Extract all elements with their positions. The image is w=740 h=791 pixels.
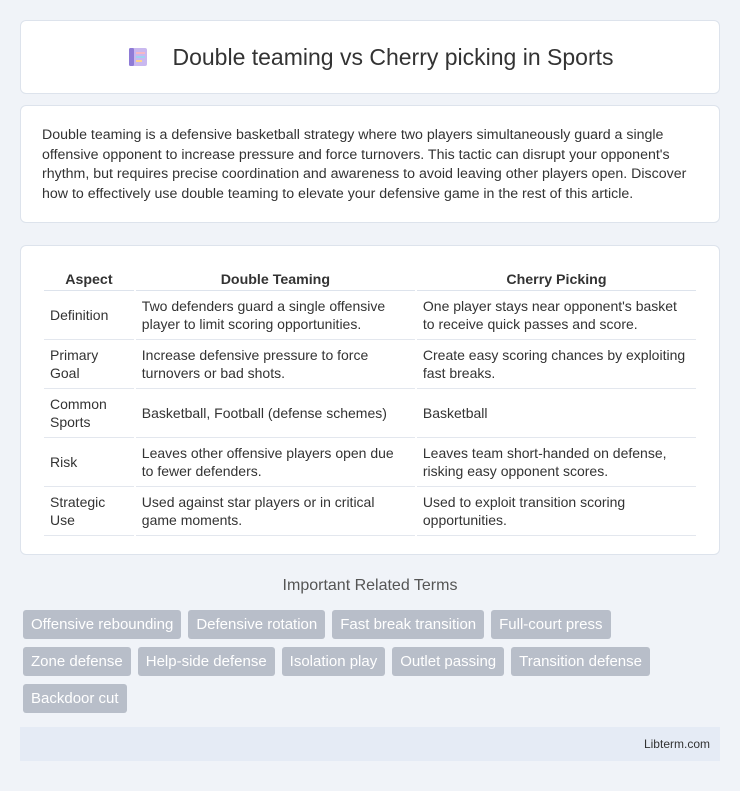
tag-outlet-passing[interactable]: Outlet passing — [392, 647, 504, 676]
tag-zone-defense[interactable]: Zone defense — [23, 647, 131, 676]
table-cell-double-teaming: Basketball, Football (defense schemes) — [136, 389, 415, 438]
table-cell-cherry-picking: Used to exploit transition scoring opportunities. — [417, 487, 696, 536]
footer — [20, 727, 720, 761]
table-cell-aspect: Risk — [44, 438, 134, 487]
table-cell-cherry-picking: One player stays near opponent's basket to receive quick passes and score. — [417, 291, 696, 340]
table-row — [44, 291, 696, 340]
tag-transition-defense[interactable]: Transition defense — [511, 647, 650, 676]
table-row — [44, 487, 696, 536]
table-cell-aspect: Primary Goal — [44, 340, 134, 389]
table-cell-cherry-picking: Create easy scoring chances by exploiting fast breaks. — [417, 340, 696, 389]
table-cell-double-teaming: Two defenders guard a single offensive player to limit scoring opportunities. — [136, 291, 415, 340]
page-title: Double teaming vs Cherry picking in Sports — [172, 43, 614, 70]
intro-text: Double teaming is a defensive basketball strategy where two players simultaneously guard a single offensive opponent to increase pressure and force turnovers. This tactic can disrupt your opponent's rhythm, but requires precise coordination and awareness to avoid leaving other players open. Discover how to effectively use double teaming to elevate your defensive game in the rest of this article. — [42, 127, 687, 202]
table-cell-double-teaming: Increase defensive pressure to force turnovers or bad shots. — [136, 340, 415, 389]
tag-isolation-play[interactable]: Isolation play — [282, 647, 386, 676]
column-header-aspect: Aspect — [44, 265, 134, 291]
column-header-cherry-picking: Cherry Picking — [417, 265, 696, 291]
table-cell-aspect: Common Sports — [44, 389, 134, 438]
column-header-double-teaming: Double Teaming — [136, 265, 415, 291]
tag-fast-break-transition[interactable]: Fast break transition — [332, 610, 484, 639]
tag-backdoor-cut[interactable]: Backdoor cut — [23, 684, 127, 713]
table-row — [44, 438, 696, 487]
comparison-table-card — [20, 245, 720, 555]
table-cell-double-teaming: Leaves other offensive players open due to fewer defenders. — [136, 438, 415, 487]
related-terms-title: Important Related Terms — [282, 577, 458, 594]
comparison-table — [42, 265, 698, 536]
table-header-row — [44, 265, 696, 291]
table-row — [44, 389, 696, 438]
tag-offensive-rebounding[interactable]: Offensive rebounding — [23, 610, 181, 639]
table-cell-cherry-picking: Basketball — [417, 389, 696, 438]
tag-full-court-press[interactable]: Full-court press — [491, 610, 610, 639]
table-cell-double-teaming: Used against star players or in critical game moments. — [136, 487, 415, 536]
table-row — [44, 340, 696, 389]
table-cell-aspect: Strategic Use — [44, 487, 134, 536]
table-cell-cherry-picking: Leaves team short-handed on defense, risking easy opponent scores. — [417, 438, 696, 487]
header-card — [20, 20, 720, 94]
book-icon — [126, 46, 150, 68]
table-cell-aspect: Definition — [44, 291, 134, 340]
footer-site-link[interactable]: Libterm.com — [643, 737, 710, 751]
related-terms-tags — [23, 610, 723, 721]
tag-help-side-defense[interactable]: Help-side defense — [138, 647, 275, 676]
tag-defensive-rotation[interactable]: Defensive rotation — [188, 610, 325, 639]
intro-card — [20, 105, 720, 223]
